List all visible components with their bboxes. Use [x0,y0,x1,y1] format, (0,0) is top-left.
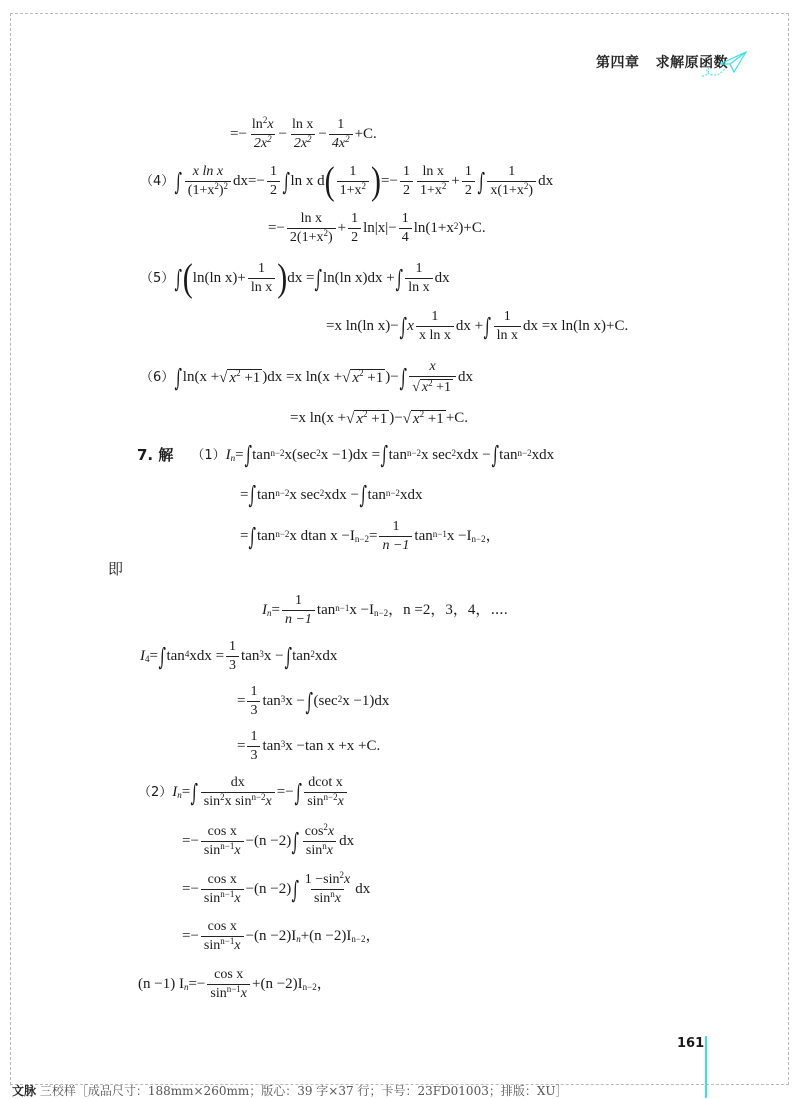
chapter-title: 求解原函数 [655,55,729,71]
eq-part-2-line-2: =− $\frac{\text{cos x}}{\sin^{n-1}x}$ −(n −2) ∫ $\frac{\cos^2x}{\sin^nx}$ dx [182,822,355,858]
eq-item-7-line-2: = ∫ tan $^{n-2}$ x sec $^2$ xdx − ∫ tan $^{n-2}$ xdx [240,481,423,509]
item-label: （4） [140,174,175,189]
paper-plane-icon [700,50,748,80]
eq-i4-line-3: = $\frac{1}{3}$ tan $^3$ x −tan x +x +C. [237,729,381,763]
integral-sign: ∫ [174,167,183,196]
footer-brand: 文脉 [12,1084,37,1098]
problem-label: 7. 解 [137,445,174,464]
eq-i4-line-2: = $\frac{1}{3}$ tan $^3$ x − ∫ (sec $^2$ x −1)dx [237,684,390,718]
eq-part-2-line-3: =− $\frac{\text{cos x}}{\sin^{n-1}x}$ −(n −2) ∫ $\frac{1 -\sin^2x}{\sin^nx}$ dx [182,870,371,906]
eq-item-4-line-1: （4） ∫ $\frac{\text{x ln x}}{(1+x^2)^2}$ dx =− $\frac{1}{2}$ ∫ ln x d ( $\frac{1}{1+x^2}$ ) =− $\frac{1}{2}$ $\frac{\text{ln x}}{1+x^2}$ + $\frac{1}{2}$ ∫ $\frac{1}{x(1+x^2)}$ dx [140,159,554,203]
print-footer [12,1082,568,1099]
eq-i4-line-1: I $_4$ = ∫ tan $^4$ xdx = $\frac{1}{3}$ tan $^3$ x − ∫ tan $^2$ xdx [140,639,338,673]
eq-part-2-line-1: （2） I $_n$ = ∫ $\frac{dx}{\sin^2x \sin^{n-2}x}$ =− ∫ $\frac{\text{dcot x}}{\sin^{n-2}x}$ [138,776,349,809]
eq-item-7-line-3: = ∫ tan $^{n-2}$ x dtan x −I $_{n-2}$ = $\frac{1}{n -1}$ tan $^{n-1}$ x −I $_{n-2}$ ， [240,519,501,553]
ji-word: 即 [108,560,124,578]
eq-item-5-line-2: =x ln(ln x)− ∫ x $\frac{1}{\text{x ln x}}$ dx + ∫ $\frac{1}{\text{ln x}}$ dx =x ln(ln x)+C. [326,309,629,343]
eq-item-5-line-1: （5） ∫ ( ln(ln x)+ $\frac{1}{\text{ln x}}$ ) dx = ∫ ln(ln x)dx + ∫ $\frac{1}{\text{ln x}}$ dx [140,256,450,300]
eq-part-2-line-4: =− $\frac{\text{cos x}}{\sin^{n-1}x}$ −(n −2)I $_n$ +(n −2)I $_{n-2}$ ， [182,919,381,953]
eq-item-6-line-1: （6） ∫ ln(x + √ $x^2 +1$ )dx =x ln(x + √ $x^2 +1$ )− ∫ x √ $x^2 +1$ dx [140,359,474,395]
page-number: 161 [677,1036,705,1051]
eq-item-7-line-1: 7. 解 （1） I $_n$ = ∫ tan $^{n-2}$ x(sec $^2$ x −1)dx = ∫ tan $^{n-2}$ x sec $^2$ xdx − ∫ tan $^{n-2}$ xdx [137,441,555,469]
eq-part-2-line-5: (n −1) I $_n$ =− $\frac{\text{cos x}}{\sin^{n-1}x}$ +(n −2)I $_{n-2}$ ， [138,967,332,1001]
chapter-number: 第四章 [596,55,640,71]
footer-text: 三校样［成品尺寸：188mm×260mm；版心：39 字×37 行；卡号：23FD01003；排版：XU］ [39,1084,568,1098]
eq-recurrence: I $_n$ = $\frac{1}{n -1}$ tan $^{n-1}$ x −I $_{n-2}$ ，n =2，3，4，⋯. [262,593,508,627]
page-accent-bar [705,1036,707,1098]
eq-line-3-cont: =− $\frac{\ln^2x}{2x^2}$ − $\frac{\text{ln x}}{2x^2}$ − $\frac{1}{4x^2}$ +C. [230,115,377,151]
eq-item-4-line-2: =− $\frac{\text{ln x}}{2(1+x^2)}$ + $\frac{1}{2}$ ln|x|− $\frac{1}{4}$ ln(1+x $^2$ )+C. [268,211,486,245]
eq-item-6-line-2: =x ln(x + √ $x^2 +1$ )− √ $x^2 +1$ +C. [290,409,469,427]
